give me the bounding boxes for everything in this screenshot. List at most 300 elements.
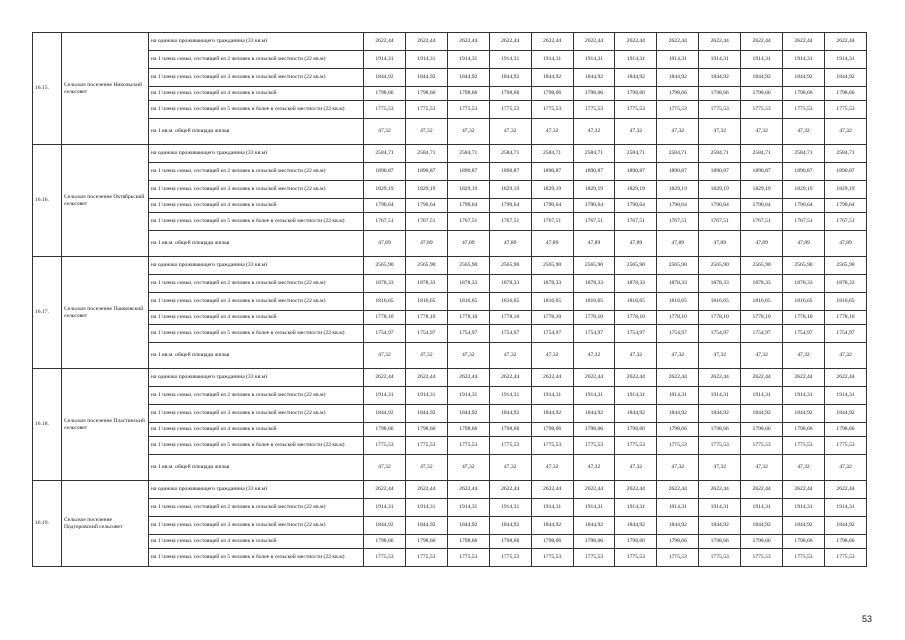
value-cell: 1914,31 — [573, 499, 615, 517]
value-cell: 1754,97 — [364, 325, 406, 343]
value-cell: 1798,66 — [447, 535, 489, 549]
value-cell: 1829,19 — [447, 181, 489, 199]
row-description: на 1 члена семьи, состоящей из 3 человек в сельской местности (22 кв.м) — [149, 181, 364, 199]
value-cell: 2622,44 — [615, 481, 657, 499]
value-cell: 1844,92 — [573, 405, 615, 423]
row-description: на 1 члена семьи, состоящей из 4 человек в сельской — [149, 535, 364, 549]
value-cell: 1816,65 — [699, 293, 741, 311]
value-cell: 1829,19 — [824, 181, 866, 199]
value-cell: 2622,44 — [405, 33, 447, 51]
value-cell: 2622,44 — [573, 481, 615, 499]
row-description: на 1 члена семьи, состоящей из 5 человек и более в сельской местности (22 кв.м) — [149, 213, 364, 231]
value-cell: 47,89 — [364, 231, 406, 257]
value-cell: 1844,92 — [741, 405, 783, 423]
value-cell: 1878,33 — [573, 275, 615, 293]
value-cell: 1829,19 — [489, 181, 531, 199]
value-cell: 1890,87 — [783, 163, 825, 181]
value-cell: 1778,10 — [573, 311, 615, 325]
item-number: 16.16. — [33, 145, 62, 257]
value-cell: 1829,19 — [657, 181, 699, 199]
value-cell: 1914,31 — [824, 51, 866, 69]
value-cell: 47,32 — [699, 119, 741, 145]
value-cell: 1844,92 — [405, 69, 447, 87]
value-cell: 1829,19 — [405, 181, 447, 199]
value-cell: 1798,66 — [783, 87, 825, 101]
value-cell: 47,32 — [615, 119, 657, 145]
value-cell: 1798,66 — [405, 87, 447, 101]
value-cell: 2622,44 — [783, 33, 825, 51]
value-cell: 47,32 — [405, 343, 447, 369]
value-cell: 1844,92 — [531, 69, 573, 87]
value-cell: 47,89 — [405, 231, 447, 257]
value-cell: 1878,33 — [699, 275, 741, 293]
value-cell: 1844,92 — [573, 69, 615, 87]
value-cell: 2622,44 — [489, 33, 531, 51]
value-cell: 1798,66 — [741, 423, 783, 437]
value-cell: 2565,90 — [489, 257, 531, 275]
value-cell: 1878,33 — [657, 275, 699, 293]
value-cell: 1775,53 — [699, 549, 741, 567]
value-cell: 1890,87 — [573, 163, 615, 181]
row-description: на 1 члена семьи, состоящей из 5 человек и более в сельской местности (22 кв.м) — [149, 549, 364, 567]
value-cell: 1767,51 — [783, 213, 825, 231]
table-row — [33, 423, 867, 437]
value-cell: 1829,19 — [615, 181, 657, 199]
row-description: на 1 члена семьи, состоящей из 2 человек в сельской местности (22 кв.м) — [149, 163, 364, 181]
value-cell: 1844,92 — [741, 69, 783, 87]
value-cell: 1890,87 — [405, 163, 447, 181]
value-cell: 1775,53 — [699, 437, 741, 455]
value-cell: 1890,87 — [531, 163, 573, 181]
value-cell: 1878,33 — [447, 275, 489, 293]
table-row — [33, 51, 867, 69]
item-number: 16.15. — [33, 33, 62, 145]
value-cell: 2622,44 — [783, 369, 825, 387]
value-cell: 1798,66 — [364, 87, 406, 101]
value-cell: 1775,53 — [615, 101, 657, 119]
value-cell: 1767,51 — [573, 213, 615, 231]
value-cell: 1798,66 — [447, 87, 489, 101]
value-cell: 1914,31 — [405, 51, 447, 69]
value-cell: 1778,10 — [783, 311, 825, 325]
value-cell: 1914,31 — [699, 387, 741, 405]
value-cell: 2565,90 — [573, 257, 615, 275]
value-cell: 2622,44 — [405, 481, 447, 499]
value-cell: 1878,33 — [531, 275, 573, 293]
value-cell: 1775,53 — [489, 549, 531, 567]
value-cell: 1775,53 — [489, 101, 531, 119]
value-cell: 1914,31 — [573, 51, 615, 69]
value-cell: 47,32 — [573, 119, 615, 145]
value-cell: 1767,51 — [364, 213, 406, 231]
value-cell: 1914,31 — [615, 499, 657, 517]
value-cell: 1844,92 — [447, 405, 489, 423]
value-cell: 1754,97 — [615, 325, 657, 343]
value-cell: 1816,65 — [531, 293, 573, 311]
value-cell: 47,32 — [657, 455, 699, 481]
value-cell: 1767,51 — [615, 213, 657, 231]
value-cell: 1914,31 — [657, 387, 699, 405]
value-cell: 1829,19 — [783, 181, 825, 199]
value-cell: 1798,66 — [699, 423, 741, 437]
value-cell: 1775,53 — [364, 437, 406, 455]
value-cell: 2622,44 — [699, 369, 741, 387]
row-description: на одиноко проживающего гражданина (33 кв.м) — [149, 257, 364, 275]
value-cell: 1778,10 — [364, 311, 406, 325]
value-cell: 1914,31 — [405, 387, 447, 405]
value-cell: 1844,92 — [783, 405, 825, 423]
table-row — [33, 535, 867, 549]
value-cell: 1798,66 — [573, 87, 615, 101]
row-description: на одиноко проживающего гражданина (33 кв.м) — [149, 481, 364, 499]
table-row — [33, 455, 867, 481]
row-description: на 1 кв.м. общей площади жилья — [149, 231, 364, 257]
value-cell: 1829,19 — [573, 181, 615, 199]
item-number: 16.18. — [33, 369, 62, 481]
value-cell: 1844,92 — [824, 69, 866, 87]
value-cell: 2584,71 — [364, 145, 406, 163]
row-description: на 1 члена семьи, состоящей из 3 человек в сельской местности (22 кв.м) — [149, 293, 364, 311]
value-cell: 1767,51 — [657, 213, 699, 231]
value-cell: 1775,53 — [447, 101, 489, 119]
value-cell: 1914,31 — [741, 387, 783, 405]
row-description: на 1 члена семьи, состоящей из 2 человек в сельской местности (22 кв.м) — [149, 51, 364, 69]
value-cell: 2622,44 — [741, 481, 783, 499]
value-cell: 2622,44 — [699, 481, 741, 499]
table-row — [33, 325, 867, 343]
value-cell: 1775,53 — [615, 437, 657, 455]
value-cell: 1816,65 — [489, 293, 531, 311]
row-description: на 1 члена семьи, состоящей из 5 человек и более в сельской местности (22 кв.м) — [149, 325, 364, 343]
value-cell: 47,32 — [364, 119, 406, 145]
value-cell: 47,32 — [615, 343, 657, 369]
value-cell: 1914,31 — [657, 499, 699, 517]
value-cell: 1914,31 — [824, 387, 866, 405]
value-cell: 1754,97 — [489, 325, 531, 343]
value-cell: 2622,44 — [699, 33, 741, 51]
value-cell: 1790,64 — [824, 199, 866, 213]
value-cell: 1878,33 — [741, 275, 783, 293]
value-cell: 47,32 — [699, 343, 741, 369]
row-description: на 1 члена семьи, состоящей из 5 человек и более в сельской местности (22 кв.м) — [149, 437, 364, 455]
value-cell: 2584,71 — [447, 145, 489, 163]
value-cell: 2584,71 — [531, 145, 573, 163]
value-cell: 1778,10 — [405, 311, 447, 325]
row-description: на 1 члена семьи, состоящей из 3 человек в сельской местности (22 кв.м) — [149, 517, 364, 535]
value-cell: 1775,53 — [405, 549, 447, 567]
value-cell: 47,32 — [489, 343, 531, 369]
value-cell: 1914,31 — [573, 387, 615, 405]
row-description: на 1 члена семьи, состоящей из 5 человек и более в сельской местности (22 кв.м) — [149, 101, 364, 119]
value-cell: 47,89 — [531, 231, 573, 257]
value-cell: 1914,31 — [615, 51, 657, 69]
value-cell: 1775,53 — [657, 549, 699, 567]
value-cell: 2622,44 — [824, 369, 866, 387]
value-cell: 1914,31 — [531, 51, 573, 69]
value-cell: 1778,10 — [531, 311, 573, 325]
value-cell: 1890,87 — [657, 163, 699, 181]
value-cell: 47,32 — [531, 455, 573, 481]
value-cell: 1798,66 — [531, 423, 573, 437]
table-row — [33, 405, 867, 423]
value-cell: 1790,64 — [531, 199, 573, 213]
table-row — [33, 119, 867, 145]
value-cell: 2622,44 — [364, 481, 406, 499]
value-cell: 1798,66 — [447, 423, 489, 437]
value-cell: 1844,92 — [364, 517, 406, 535]
value-cell: 1798,66 — [615, 87, 657, 101]
table-row — [33, 499, 867, 517]
value-cell: 1790,64 — [364, 199, 406, 213]
value-cell: 47,32 — [573, 455, 615, 481]
value-cell: 1816,65 — [364, 293, 406, 311]
value-cell: 1914,31 — [447, 51, 489, 69]
value-cell: 2565,90 — [447, 257, 489, 275]
table-row — [33, 145, 867, 163]
page-number: 53 — [861, 614, 872, 624]
value-cell: 1798,66 — [364, 535, 406, 549]
value-cell: 1914,31 — [824, 499, 866, 517]
table-row — [33, 549, 867, 567]
value-cell: 47,89 — [824, 231, 866, 257]
value-cell: 1914,31 — [405, 499, 447, 517]
value-cell: 1844,92 — [783, 69, 825, 87]
value-cell: 1798,66 — [531, 87, 573, 101]
value-cell: 47,32 — [531, 343, 573, 369]
value-cell: 1878,33 — [824, 275, 866, 293]
value-cell: 1914,31 — [741, 499, 783, 517]
value-cell: 1798,66 — [699, 535, 741, 549]
table-row — [33, 343, 867, 369]
value-cell: 47,89 — [489, 231, 531, 257]
table-row — [33, 231, 867, 257]
row-description: на 1 члена семьи, состоящей из 4 человек в сельской — [149, 87, 364, 101]
value-cell: 47,32 — [573, 343, 615, 369]
row-description: на одиноко проживающего гражданина (33 кв.м) — [149, 369, 364, 387]
value-cell: 2622,44 — [531, 369, 573, 387]
value-cell: 1844,92 — [531, 405, 573, 423]
value-cell: 1844,92 — [364, 405, 406, 423]
value-cell: 1844,92 — [657, 517, 699, 535]
value-cell: 47,32 — [657, 343, 699, 369]
row-description: на 1 члена семьи, состоящей из 4 человек в сельской — [149, 199, 364, 213]
value-cell: 1914,31 — [489, 499, 531, 517]
value-cell: 1798,66 — [489, 423, 531, 437]
value-cell: 1754,97 — [824, 325, 866, 343]
value-cell: 1798,66 — [783, 423, 825, 437]
table-row — [33, 257, 867, 275]
value-cell: 1914,31 — [489, 51, 531, 69]
value-cell: 1890,87 — [699, 163, 741, 181]
row-description: на одиноко проживающего гражданина (33 кв.м) — [149, 145, 364, 163]
value-cell: 1790,64 — [405, 199, 447, 213]
value-cell: 2622,44 — [615, 33, 657, 51]
table-row — [33, 213, 867, 231]
value-cell: 1790,64 — [741, 199, 783, 213]
value-cell: 1775,53 — [531, 101, 573, 119]
value-cell: 1798,66 — [657, 535, 699, 549]
value-cell: 2622,44 — [824, 33, 866, 51]
value-cell: 1775,53 — [615, 549, 657, 567]
value-cell: 2584,71 — [657, 145, 699, 163]
value-cell: 1778,10 — [741, 311, 783, 325]
value-cell: 1798,66 — [824, 423, 866, 437]
value-cell: 1775,53 — [364, 101, 406, 119]
value-cell: 1775,53 — [405, 101, 447, 119]
value-cell: 1914,31 — [531, 499, 573, 517]
value-cell: 2584,71 — [573, 145, 615, 163]
value-cell: 1816,65 — [657, 293, 699, 311]
value-cell: 1844,92 — [824, 517, 866, 535]
value-cell: 1775,53 — [573, 101, 615, 119]
value-cell: 1754,97 — [531, 325, 573, 343]
value-cell: 2622,44 — [447, 33, 489, 51]
value-cell: 1775,53 — [489, 437, 531, 455]
value-cell: 1778,10 — [657, 311, 699, 325]
value-cell: 47,32 — [531, 119, 573, 145]
table-row — [33, 369, 867, 387]
value-cell: 1844,92 — [699, 405, 741, 423]
value-cell: 1914,31 — [657, 51, 699, 69]
value-cell: 1798,66 — [531, 535, 573, 549]
value-cell: 1816,65 — [741, 293, 783, 311]
value-cell: 1844,92 — [657, 69, 699, 87]
value-cell: 2622,44 — [824, 481, 866, 499]
value-cell: 1829,19 — [741, 181, 783, 199]
value-cell: 47,89 — [447, 231, 489, 257]
value-cell: 1829,19 — [364, 181, 406, 199]
row-description: на 1 члена семьи, состоящей из 4 человек в сельской — [149, 311, 364, 325]
value-cell: 1798,66 — [364, 423, 406, 437]
value-cell: 1775,53 — [573, 549, 615, 567]
value-cell: 1775,53 — [824, 437, 866, 455]
value-cell: 1844,92 — [364, 69, 406, 87]
value-cell: 47,32 — [783, 343, 825, 369]
value-cell: 2622,44 — [657, 369, 699, 387]
value-cell: 2584,71 — [699, 145, 741, 163]
value-cell: 1798,66 — [657, 423, 699, 437]
value-cell: 1914,31 — [783, 499, 825, 517]
value-cell: 1890,87 — [615, 163, 657, 181]
value-cell: 1775,53 — [657, 437, 699, 455]
value-cell: 1844,92 — [447, 517, 489, 535]
value-cell: 1844,92 — [573, 517, 615, 535]
value-cell: 2622,44 — [405, 369, 447, 387]
value-cell: 2622,44 — [447, 481, 489, 499]
value-cell: 2584,71 — [615, 145, 657, 163]
value-cell: 1754,97 — [699, 325, 741, 343]
value-cell: 1790,64 — [489, 199, 531, 213]
value-cell: 47,89 — [741, 231, 783, 257]
value-cell: 47,32 — [447, 343, 489, 369]
value-cell: 1775,53 — [447, 437, 489, 455]
tariff-table-body — [33, 33, 867, 567]
value-cell: 1878,33 — [615, 275, 657, 293]
value-cell: 1914,31 — [489, 387, 531, 405]
value-cell: 47,32 — [489, 119, 531, 145]
row-description: на 1 члена семьи, состоящей из 2 человек в сельской местности (22 кв.м) — [149, 275, 364, 293]
value-cell: 1778,10 — [615, 311, 657, 325]
value-cell: 47,32 — [741, 343, 783, 369]
value-cell: 1844,92 — [489, 69, 531, 87]
value-cell: 2622,44 — [531, 481, 573, 499]
value-cell: 1798,66 — [741, 87, 783, 101]
value-cell: 1798,66 — [741, 535, 783, 549]
value-cell: 1844,92 — [615, 405, 657, 423]
value-cell: 2622,44 — [573, 33, 615, 51]
value-cell: 1767,51 — [824, 213, 866, 231]
row-description: на 1 члена семьи, состоящей из 3 человек в сельской местности (22 кв.м) — [149, 69, 364, 87]
value-cell: 47,32 — [364, 455, 406, 481]
value-cell: 2565,90 — [657, 257, 699, 275]
value-cell: 1775,53 — [657, 101, 699, 119]
value-cell: 1878,33 — [364, 275, 406, 293]
value-cell: 1816,65 — [615, 293, 657, 311]
value-cell: 1914,31 — [699, 51, 741, 69]
value-cell: 1878,33 — [783, 275, 825, 293]
value-cell: 47,32 — [364, 343, 406, 369]
value-cell: 1775,53 — [783, 549, 825, 567]
value-cell: 1829,19 — [699, 181, 741, 199]
value-cell: 1914,31 — [783, 51, 825, 69]
value-cell: 47,32 — [824, 343, 866, 369]
settlement-name: Сельское поселение Подгоровский сельсовет — [62, 481, 149, 567]
table-row — [33, 33, 867, 51]
value-cell: 1816,65 — [405, 293, 447, 311]
value-cell: 2584,71 — [741, 145, 783, 163]
value-cell: 2565,90 — [364, 257, 406, 275]
row-description: на одиноко проживающего гражданина (33 кв.м) — [149, 33, 364, 51]
table-row — [33, 69, 867, 87]
value-cell: 1844,92 — [447, 69, 489, 87]
row-description: на 1 члена семьи, состоящей из 4 человек в сельской — [149, 423, 364, 437]
value-cell: 1914,31 — [783, 387, 825, 405]
table-row — [33, 163, 867, 181]
value-cell: 47,32 — [824, 119, 866, 145]
table-row — [33, 87, 867, 101]
value-cell: 1829,19 — [531, 181, 573, 199]
settlement-name: Сельское поселение Октябрьский сельсовет — [62, 145, 149, 257]
value-cell: 1816,65 — [783, 293, 825, 311]
value-cell: 1778,10 — [489, 311, 531, 325]
row-description: на 1 члена семьи, состоящей из 3 человек в сельской местности (22 кв.м) — [149, 405, 364, 423]
value-cell: 1790,64 — [657, 199, 699, 213]
value-cell: 2584,71 — [824, 145, 866, 163]
table-row — [33, 387, 867, 405]
table-row — [33, 101, 867, 119]
value-cell: 2565,90 — [405, 257, 447, 275]
value-cell: 2622,44 — [489, 481, 531, 499]
value-cell: 1778,10 — [824, 311, 866, 325]
table-row — [33, 293, 867, 311]
value-cell: 2584,71 — [405, 145, 447, 163]
value-cell: 2622,44 — [783, 481, 825, 499]
value-cell: 47,32 — [489, 455, 531, 481]
value-cell: 1914,31 — [741, 51, 783, 69]
table-row — [33, 181, 867, 199]
value-cell: 2622,44 — [531, 33, 573, 51]
value-cell: 1754,97 — [405, 325, 447, 343]
settlement-name: Сельское поселение Пашковский сельсовет — [62, 257, 149, 369]
settlement-name: Сельское поселение Пластинский сельсовет — [62, 369, 149, 481]
row-description: на 1 члена семьи, состоящей из 2 человек в сельской местности (22 кв.м) — [149, 499, 364, 517]
value-cell: 47,32 — [783, 455, 825, 481]
table-row — [33, 481, 867, 499]
value-cell: 1798,66 — [405, 535, 447, 549]
value-cell: 1890,87 — [741, 163, 783, 181]
value-cell: 1914,31 — [364, 499, 406, 517]
value-cell: 47,32 — [447, 119, 489, 145]
